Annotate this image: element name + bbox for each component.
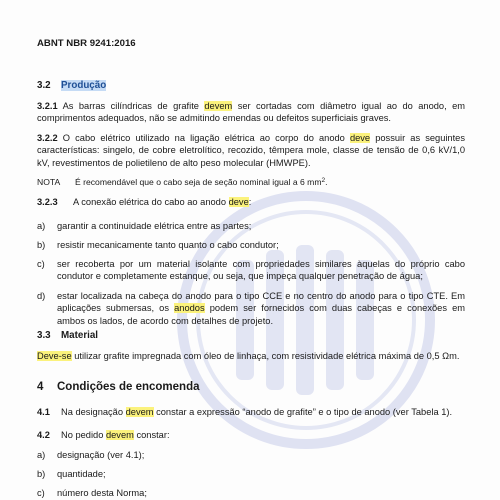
- note-text: É recomendável que o cabo seja de seção nominal igual a 6 mm: [75, 177, 322, 187]
- list-text: estar localizada na cabeça do anodo para o tipo CCE e no centro do anodo para o tipo CTE. Em aplicações submersas, os: [57, 291, 465, 314]
- list-label: c): [37, 259, 45, 269]
- list-text: podem ser fornecidos com duas cabeças e conexões em ambos os lados, de acordo com detalhes de projeto.: [57, 303, 465, 326]
- highlighted-word: deve: [349, 133, 371, 143]
- section-number: 3.2: [37, 80, 51, 91]
- section-3-2-heading: [37, 80, 465, 92]
- list-item: [37, 468, 465, 480]
- section-number: 3.3: [37, 330, 51, 341]
- paragraph-text: No pedido: [61, 430, 106, 440]
- list-text: garantir a continuidade elétrica entre as partes;: [57, 221, 252, 231]
- paragraph-text: constar a expressão “anodo de grafite” e o tipo de anodo (ver Tabela 1).: [153, 407, 453, 417]
- list-label: a): [37, 221, 46, 231]
- note-label: NOTA: [37, 177, 61, 187]
- list-label: b): [37, 469, 46, 479]
- section-number: 4: [37, 381, 44, 393]
- note: [37, 176, 465, 188]
- section-4-heading: [37, 381, 465, 393]
- list-label: c): [37, 488, 45, 498]
- list-label: a): [37, 450, 46, 460]
- list-item: [37, 449, 465, 461]
- paragraph-text: O cabo elétrico utilizado na ligação elétrica ao corpo do anodo: [57, 133, 350, 143]
- clause-number: 3.2.2: [37, 133, 58, 143]
- section-title: Condições de encomenda: [57, 381, 200, 393]
- highlighted-word: anodos: [174, 303, 205, 314]
- section-3-3-heading: [37, 330, 465, 342]
- paragraph-text: possuir as seguintes características: singelo, de cobre eletrolítico, recozido, têmpera mole, classe de tensão de 0,6 kV/1,0 kV, revestimentos de polietileno de alto peso molecular (HMWPE).: [37, 133, 465, 168]
- clause-number: 3.2.3: [37, 197, 58, 207]
- paragraph-text: ser cortadas com diâmetro igual ao do anodo, em comprimentos adequados, não se admitindo emendas ou defeitos superficiais graves.: [37, 101, 465, 124]
- list-item: [37, 220, 465, 232]
- list-item: [37, 487, 465, 499]
- list-text: designação (ver 4.1);: [57, 450, 145, 460]
- list-text: número desta Norma;: [57, 488, 147, 498]
- document-code: ABNT NBR 9241:2016: [37, 38, 136, 49]
- paragraph-text: A conexão elétrica do cabo ao anodo: [73, 197, 229, 207]
- paragraph-3-2-1: [37, 100, 465, 125]
- paragraph-4-2: [37, 429, 465, 441]
- highlighted-word: devem: [204, 101, 233, 111]
- clause-number: 4.2: [37, 430, 50, 440]
- list-text: quantidade;: [57, 469, 106, 479]
- list-text: resistir mecanicamente tanto quanto o cabo condutor;: [57, 240, 279, 250]
- list-item: [37, 290, 465, 327]
- list-text: ser recoberta por um material isolante com propriedades similares àquelas do próprio cabo condutor e completamente estanque, ou seja, que impeça qualquer penetração de água;: [57, 259, 465, 282]
- paragraph-text: utilizar grafite impregnada com óleo de linhaça, com resistividade elétrica máxima de 0,5 Ωm.: [71, 351, 460, 361]
- highlighted-word: devem: [125, 407, 154, 417]
- paragraph-4-1: [37, 406, 465, 418]
- clause-number: 4.1: [37, 407, 50, 417]
- section-title: Produção: [61, 80, 107, 91]
- paragraph-3-2-3: [37, 196, 465, 208]
- paragraph-text: Na designação: [61, 407, 126, 417]
- list-label: b): [37, 240, 46, 250]
- list-label: d): [37, 291, 46, 301]
- paragraph-text: :: [248, 197, 252, 207]
- paragraph-text: constar:: [133, 430, 170, 440]
- superscript: 2: [321, 177, 326, 184]
- highlighted-word: Deve-se: [37, 351, 72, 361]
- clause-number: 3.2.1: [37, 101, 58, 111]
- section-title: Material: [61, 330, 99, 341]
- list-item: [37, 258, 465, 283]
- list-item: [37, 239, 465, 251]
- note-end: .: [325, 177, 328, 187]
- highlighted-word: deve: [228, 197, 249, 207]
- highlighted-word: devem: [105, 430, 134, 440]
- paragraph-3-3: [37, 350, 465, 362]
- paragraph-3-2-2: [37, 132, 465, 169]
- paragraph-text: As barras cilíndricas de grafite: [57, 101, 205, 111]
